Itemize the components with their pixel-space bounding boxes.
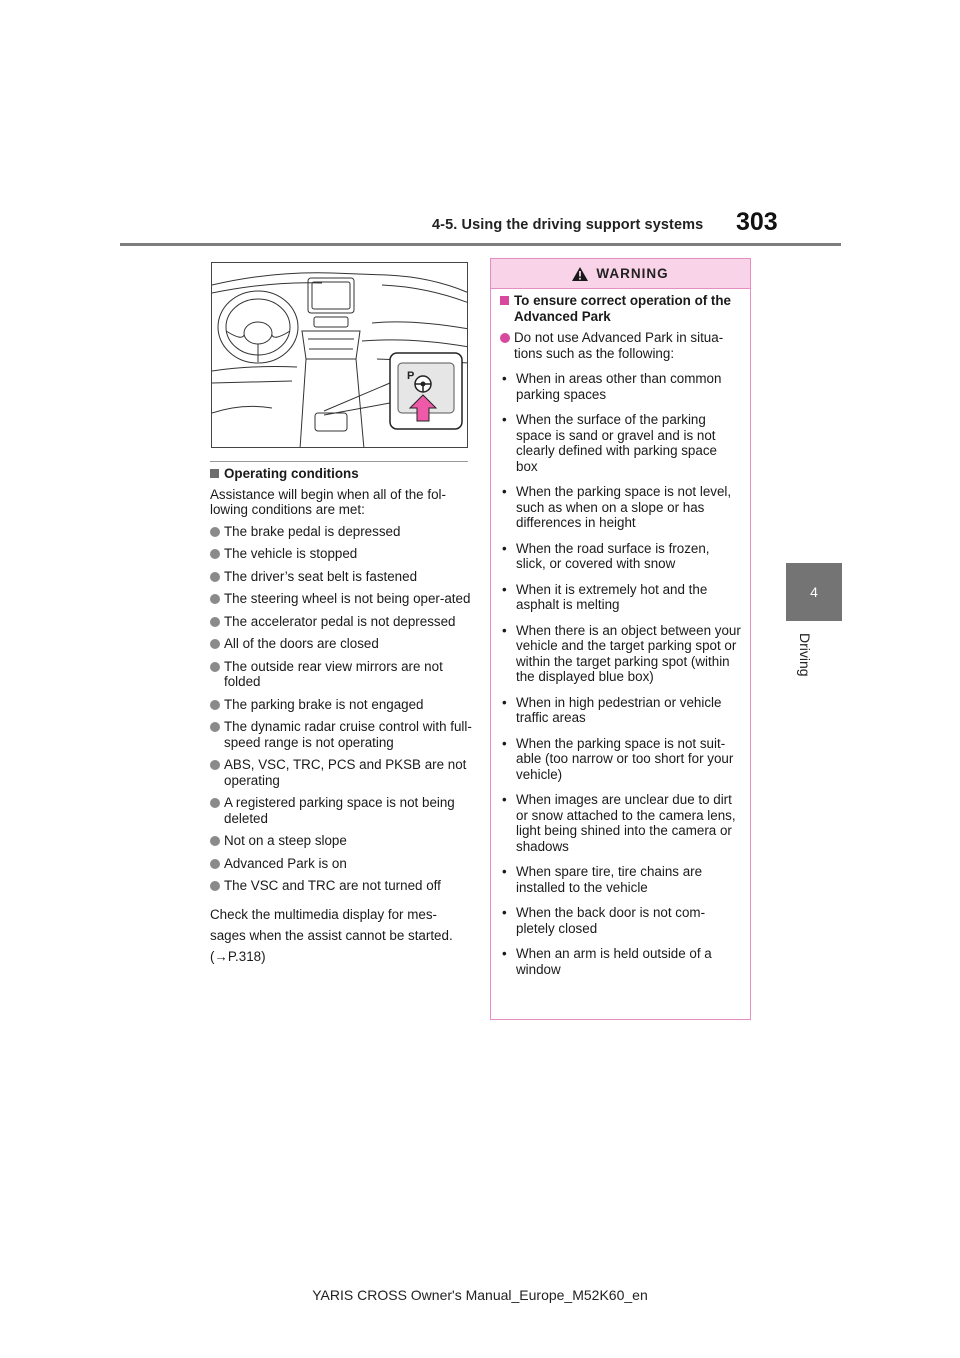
bullet-icon: • [502,581,507,597]
bullet-icon: • [502,412,507,427]
condition-item [210,591,472,607]
circle-bullet-icon [210,836,220,846]
circle-bullet-icon [210,527,220,537]
warning-case-text: When the parking space is not suit-able (too narrow or too short for your vehicle) [516,735,734,782]
warning-case-item [500,412,742,474]
conditions-intro: Assistance will begin when all of the fol-lowing conditions are met: [210,486,446,517]
condition-item [210,636,472,652]
warning-case-item [500,695,742,726]
chapter-tab[interactable]: 4 [786,563,842,621]
section-title: 4-5. Using the driving support systems [432,217,704,233]
circle-bullet-icon [210,572,220,582]
warning-case-text: When the back door is not com-pletely closed [516,905,706,936]
warning-cases-list [500,371,742,977]
warning-header [491,259,750,289]
condition-text: Advanced Park is on [224,855,347,871]
bullet-icon: • [502,905,507,920]
warning-case-item [500,582,742,613]
warning-case-item [500,946,742,977]
condition-text: The parking brake is not engaged [224,696,424,712]
warning-heading [500,293,742,324]
warning-case-item [500,905,742,936]
bullet-icon: • [502,792,507,807]
operating-conditions-section [210,466,472,967]
condition-item [210,524,472,540]
condition-text: The VSC and TRC are not turned off [224,878,441,893]
circle-bullet-icon [210,594,220,604]
condition-text: The driver’s seat belt is fastened [224,568,418,584]
bullet-icon: • [502,540,507,556]
condition-item [210,856,472,872]
condition-text: ABS, VSC, TRC, PCS and PKSB are not operating [224,757,467,788]
condition-item [210,697,472,713]
warning-main-text: Do not use Advanced Park in situa-tions such as the following: [514,330,724,361]
circle-bullet-icon [210,549,220,559]
circle-bullet-icon [210,798,220,808]
condition-item [210,795,472,826]
square-bullet-icon [500,296,509,305]
section-divider [210,461,468,462]
warning-case-item [500,792,742,854]
chapter-label: Driving [797,633,813,677]
warning-case-text: When in high pedestrian or vehicle traffic areas [516,694,722,725]
warning-case-text: When there is an object between your vehicle and the target parking spot or within the target parking spot (within the displayed blue box) [516,622,741,684]
warning-case-item [500,736,742,783]
warning-case-item [500,484,742,531]
park-switch-letter: P [407,370,415,382]
warning-case-text: When spare tire, tire chains are installed to the vehicle [516,864,703,895]
warning-main-item [500,330,742,361]
warning-case-text: When the surface of the parking space is sand or gravel and is not clearly defined with parking space box [516,412,717,474]
warning-case-item [500,864,742,895]
condition-text: The brake pedal is depressed [224,523,401,539]
dashboard-illustration [211,262,468,448]
condition-text: The dynamic radar cruise control with full-speed range is not operating [224,719,472,750]
circle-bullet-icon [210,722,220,732]
condition-item [210,569,472,585]
header-rule [120,243,841,246]
warning-case-item [500,541,742,572]
warning-case-text: When the parking space is not level, such as when on a slope or has differences in height [516,484,732,530]
condition-text: A registered parking space is not being deleted [224,795,455,826]
square-bullet-icon [210,469,219,478]
bullet-icon: • [502,622,507,638]
conditions-closing: Check the multimedia display for mes-sages when the assist cannot be started. (→P.318) [210,906,453,964]
warning-case-text: When the road surface is frozen, slick, or covered with snow [516,540,710,571]
bullet-icon: • [502,694,507,710]
condition-item [210,757,472,788]
circle-bullet-icon [210,760,220,770]
condition-text: The outside rear view mirrors are not folded [224,658,443,689]
warning-heading-text: To ensure correct operation of the Advanced Park [514,293,732,324]
condition-text: The vehicle is stopped [224,546,358,561]
bullet-icon: • [502,371,507,386]
circle-bullet-icon [210,617,220,627]
warning-case-text: When images are unclear due to dirt or snow attached to the camera lens, light being shined into the camera or shadows [516,792,736,854]
warning-case-text: When in areas other than common parking spaces [516,371,722,402]
condition-text: The steering wheel is not being oper-ated [224,591,471,606]
warning-case-text: When an arm is held outside of a window [516,946,712,977]
condition-item [210,659,472,690]
condition-item [210,719,472,750]
page-number: 303 [736,208,778,236]
warning-title: WARNING [596,266,669,281]
condition-text: The accelerator pedal is not depressed [224,613,456,629]
circle-bullet-icon [500,333,510,343]
condition-item [210,546,472,562]
footer-text: YARIS CROSS Owner's Manual_Europe_M52K60_en [312,1287,648,1303]
bullet-icon: • [502,864,507,879]
warning-triangle-icon [572,267,588,281]
circle-bullet-icon [210,662,220,672]
condition-item [210,878,472,894]
conditions-list [210,524,472,894]
warning-box [490,258,751,1020]
operating-conditions-heading [210,466,472,482]
dashboard-line-drawing [212,263,468,448]
bullet-icon: • [502,484,507,499]
warning-case-item [500,371,742,402]
circle-bullet-icon [210,639,220,649]
warning-case-text: When it is extremely hot and the asphalt is melting [516,581,708,612]
bullet-icon: • [502,946,507,961]
warning-body [491,289,750,977]
condition-text: Not on a steep slope [224,833,347,848]
circle-bullet-icon [210,700,220,710]
condition-text: All of the doors are closed [224,636,379,651]
circle-bullet-icon [210,859,220,869]
heading-text: Operating conditions [224,466,359,481]
condition-item [210,833,472,849]
warning-case-item [500,623,742,685]
condition-item [210,614,472,630]
circle-bullet-icon [210,881,220,891]
bullet-icon: • [502,735,507,751]
